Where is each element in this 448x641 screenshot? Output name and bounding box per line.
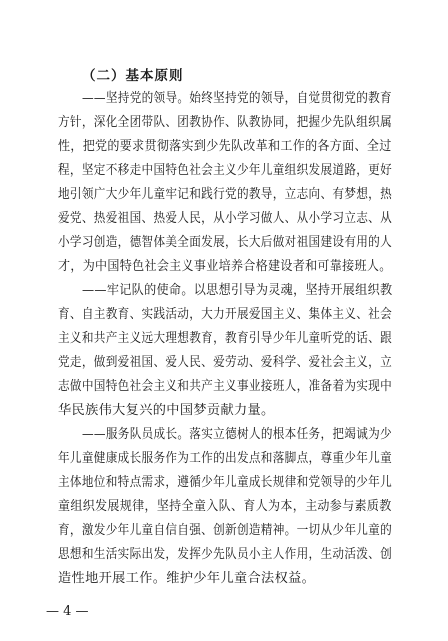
body-line: 党走，做到爱祖国、爱人民、爱劳动、爱科学、爱社会主义，立: [58, 355, 393, 370]
body-line: ——牢记队的使命。以思想引导为灵魂，坚持开展组织教: [82, 283, 393, 298]
body-line: ——坚持党的领导。始终坚持党的领导，自觉贯彻党的教育: [82, 91, 392, 106]
body-line: 育，激发少年儿童自信自强、创新创造精神。一切从少年儿童的: [58, 523, 393, 538]
body-line: 童组织发展规律，坚持全童入队、育人为本，主动参与素质教: [58, 499, 392, 514]
body-line: 程，坚定不移走中国特色社会主义少年儿童组织发展道路，更好: [58, 163, 393, 178]
body-line: 育、自主教育、实践活动，大力开展爱国主义、集体主义、社会: [58, 307, 393, 322]
body-line: 思想和生活实际出发，发挥少先队员小主人作用，生动活泼、创: [58, 547, 393, 562]
body-line: 性，把党的要求贯彻落实到少先队改革和工作的各方面、全过: [58, 139, 392, 154]
body-line: 爱党、热爱祖国、热爱人民，从小学习做人、从小学习立志、从: [58, 211, 393, 226]
body-line: 主体地位和特点需求，遵循少年儿童成长规律和党领导的少年儿: [58, 475, 393, 490]
body-line: 才，为中国特色社会主义事业培养合格建设者和可靠接班人。: [58, 259, 392, 274]
body-line: 志做中国特色社会主义和共产主义事业接班人，准备着为实现中: [58, 379, 393, 394]
body-line: 造性地开展工作。维护少年儿童合法权益。: [58, 571, 316, 586]
body-line: 主义和共产主义远大理想教育，教育引导少年儿童听党的话、跟: [58, 331, 393, 346]
body-line: ——服务队员成长。落实立德树人的根本任务，把竭诚为少: [82, 427, 392, 442]
body-line: 华民族伟大复兴的中国梦贡献力量。: [58, 403, 275, 418]
page-number: — 4 —: [46, 604, 89, 619]
body-line: 地引领广大少年儿童牢记和践行党的教导，立志向、有梦想，热: [58, 187, 393, 202]
body-line: 年儿童健康成长服务作为工作的出发点和落脚点，尊重少年儿童: [58, 451, 393, 466]
section-heading: （二）基本原则: [82, 68, 184, 84]
body-line: 方针，深化全团带队、团教协作、队教协同，把握少先队组织属: [58, 115, 393, 130]
body-line: 小学习创造，德智体美全面发展，长大后做对祖国建设有用的人: [58, 235, 393, 250]
